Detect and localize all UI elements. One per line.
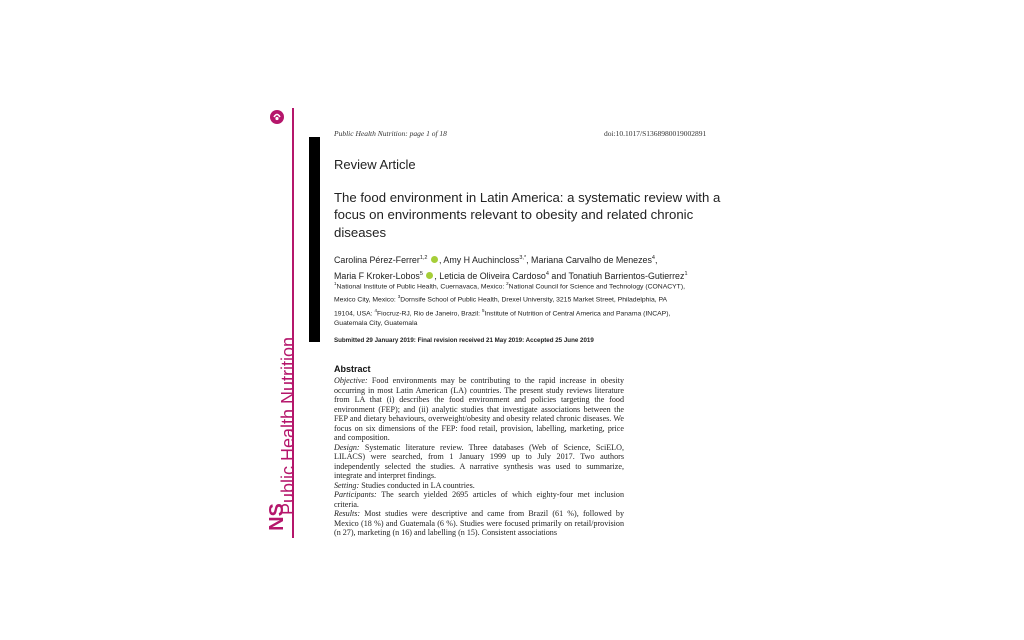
author-sep: , — [438, 254, 444, 265]
open-access-icon — [269, 108, 285, 124]
abstract-text: Systematic literature review. Three databases (Web of Science, SciELO, LILACS) were searched, from 1 January 1999 up to July 2017. Two authors independently selected the studies. A narrative synthesis was used to summarize, integrate and interpret findings. — [334, 442, 624, 480]
svg-text:NS: NS — [266, 503, 288, 531]
author[interactable]: Carolina Pérez-Ferrer — [334, 254, 420, 265]
section-bar — [309, 137, 320, 342]
affiliation: 19104, USA: — [334, 310, 375, 318]
abstract-label: Objective: — [334, 376, 368, 385]
affil-sup: 3 — [397, 294, 401, 300]
abstract-section — [334, 509, 624, 538]
author-sup: 3,* — [519, 255, 527, 261]
abstract-heading: Abstract — [334, 364, 371, 374]
author-sup: 4 — [651, 255, 655, 261]
abstract-label: Results: — [334, 509, 361, 518]
abstract-section — [334, 490, 624, 509]
journal-name: Public Health Nutrition — [278, 336, 298, 516]
abstract-text: Most studies were descriptive and came from Brazil (61 %), followed by Mexico (18 %) and Guatemala (6 %). Studies were focused primarily on retail/provision (n 27), marketing (n 16) and labelling (n 15). Consistent associations — [334, 509, 624, 537]
affiliations — [334, 279, 734, 330]
affil-sup: 2 — [506, 281, 509, 286]
abstract-text: Studies conducted in LA countries. — [361, 480, 475, 490]
orcid-icon[interactable] — [431, 256, 438, 263]
author[interactable]: Tonatiuh Barrientos-Gutierrez — [568, 271, 685, 282]
author-sup: 1,2 — [419, 255, 428, 261]
affiliation: Guatemala City, Guatemala — [334, 320, 418, 328]
abstract-section — [334, 481, 624, 491]
article-type: Review Article — [334, 157, 416, 172]
affil-sup: 4 — [374, 307, 377, 313]
article-title: The food environment in Latin America: a systematic review with a focus on environments relevant to obesity and related chronic diseases — [334, 190, 721, 240]
affiliation: Institute of Nutrition of Central America and Panama (INCAP), — [484, 310, 671, 318]
abstract-text: The search yielded 2695 articles of which eighty-four met inclusion criteria. — [334, 490, 624, 509]
affiliation: Fiocruz-RJ, Rio de Janeiro, Brazil: — [376, 310, 482, 318]
ns-logo — [263, 497, 291, 537]
author[interactable]: Leticia de Oliveira Cardoso — [439, 271, 546, 282]
author-sup: 5 — [419, 271, 423, 278]
author-sep: , — [434, 271, 440, 282]
affil-sup: 1 — [334, 281, 337, 286]
abstract-section — [334, 443, 624, 481]
affil-sup: 5 — [481, 307, 485, 313]
running-head: Public Health Nutrition: page 1 of 18 — [334, 129, 447, 138]
submission-dates: Submitted 29 January 2019: Final revision received 21 May 2019: Accepted 25 June 2019 — [334, 337, 594, 344]
author-sup: 1 — [684, 271, 688, 278]
abstract-body — [334, 376, 626, 540]
affiliation: National Institute of Public Health, Cuernavaca, Mexico: — [336, 283, 507, 291]
abstract-label: Design: — [334, 442, 360, 452]
author-sep: , — [526, 254, 532, 265]
affiliation: National Council for Science and Technology (CONACYT), — [508, 283, 685, 291]
author[interactable]: Amy H Auchincloss — [443, 254, 520, 265]
abstract-label: Participants: — [334, 490, 377, 499]
abstract-text: Food environments may be contributing to the rapid increase in obesity occurring in most Latin American (LA) countries. The present study reviews literature from LA that (i) describes the food environment and policies targeting the food environment (FEP); and (ii) analytic studies that investigate associations between the FEP and dietary behaviours, overweight/obesity and obesity related chronic diseases. We focus on six dimensions of the FEP: food retail, provision, labelling, marketing, price and composition. — [334, 376, 624, 442]
affiliation: Dornsife School of Public Health, Drexel University, 3215 Market Street, Philadelphia, PA — [400, 296, 668, 304]
abstract-label: Setting: — [334, 480, 360, 490]
author[interactable]: Mariana Carvalho de Menezes — [531, 254, 652, 265]
affiliation: Mexico City, Mexico: — [334, 296, 398, 304]
author-sup: 4 — [545, 271, 549, 278]
doi-link[interactable]: doi:10.1017/S1368980019002891 — [604, 129, 707, 138]
author[interactable]: Maria F Kroker-Lobos — [334, 271, 420, 282]
author-sep: , — [654, 254, 658, 265]
abstract-section — [334, 376, 624, 443]
author-sep: and — [548, 271, 569, 282]
